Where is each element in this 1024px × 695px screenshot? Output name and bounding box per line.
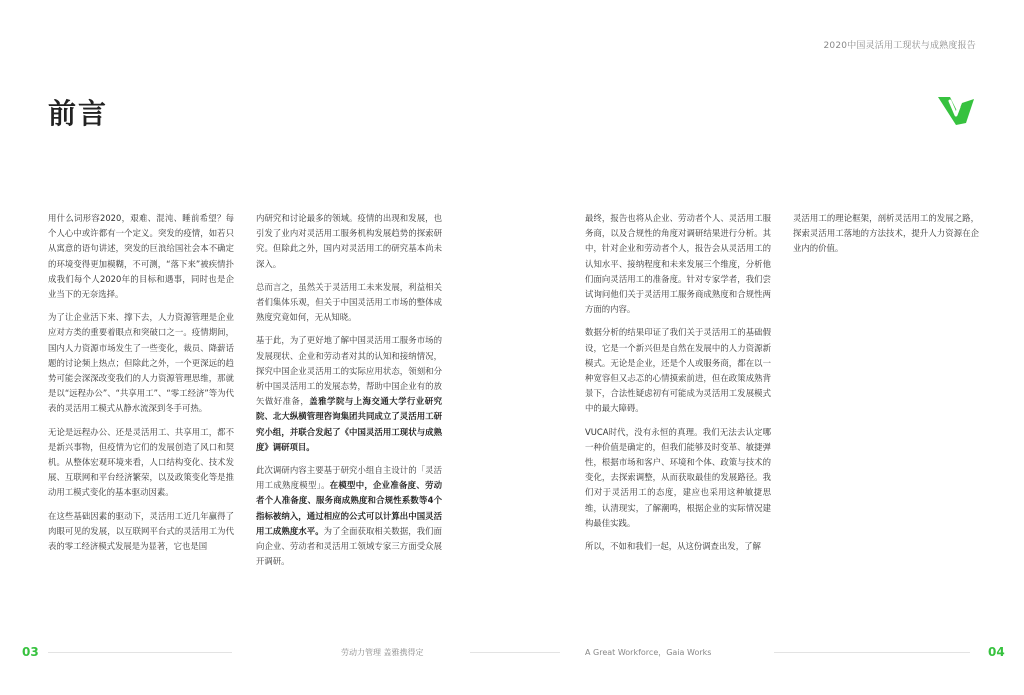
paragraph: 在这些基础因素的驱动下，灵活用工近几年赢得了肉眼可见的发展，以互联网平台式的灵活用工为代表的零工经济模式发展是为显著，它也是国: [48, 510, 234, 552]
text-column-1: [48, 211, 234, 562]
page-number-left: 03: [22, 645, 39, 659]
text-column-3: [585, 211, 771, 562]
brand-logo-icon: [936, 95, 976, 127]
footer-divider-middle: [470, 652, 560, 653]
paragraph: 内研究和讨论最多的领域。疫情的出现和发展，也引发了业内对灵活用工服务机构发展趋势的探索研究。但除此之外，国内对灵活用工的研究基本尚未深入。: [256, 213, 442, 269]
text-column-2: [256, 211, 442, 577]
paragraph: 总而言之，虽然关于灵活用工未来发展，利益相关者们集体乐观，但关于中国灵活用工市场的整体成熟度究竟如何，无从知晓。: [256, 281, 442, 323]
report-header-title: 2020中国灵活用工现状与成熟度报告: [823, 41, 976, 51]
paragraph: 最终，报告也将从企业、劳动者个人、灵活用工服务商，以及合规性的角度对调研结果进行分析。其中，针对企业和劳动者个人，报告会从灵活用工的认知水平、接纳程度和未来发展三个维度，分析他们面向灵活用工的准备度。针对专家学者，我们尝试询问他们关于灵活用工服务商成熟度和合规性两方面的内容。: [585, 213, 771, 315]
paragraph: 灵活用工的理论框架，剖析灵活用工的发展之路，探索灵活用工落地的方法技术，提升人力资源在企业内的价值。: [793, 213, 979, 254]
paragraph: 基于此，为了更好地了解中国灵活用工服务市场的发展现状、企业和劳动者对其的认知和接纳情况，探究中国企业灵活用工的实际应用状态，领刻和分析中国灵活用工的发展态势，帮助中国企业有的放矢做好准备，盖雅学院与上海交通大学行业研究院、北大纵横管理咨询集团共同成立了灵活用工研究小组，并联合发起了《中国灵活用工现状与成熟度》调研项目。: [256, 335, 443, 452]
paragraph: 数据分析的结果印证了我们关于灵活用工的基础假设，它是一个新兴但是自然在发展中的人力资源新模式。无论是企业，还是个人或服务商，都在以一种宽容但又忐忑的心情摸索前进，但在政策成熟背景下，合法性疑虑初有可能成为灵活用工发展模式中的最大障碍。: [585, 327, 771, 414]
paragraph: 为了让企业活下来、撑下去，人力资源管理是企业应对方类的重要着眼点和突破口之一。疫情期间，国内人力资源市场发生了一些变化，裁员、降薪话题的讨论频上热点；但除此之外，一个更深远的趋势可能会深深改变我们的人力资源管理思维，那就是以“远程办公”、“共享用工”、“零工经济”等为代表的灵活用工模式从静水流深到冬手可热。: [48, 312, 234, 414]
page-number-right: 04: [988, 645, 1005, 659]
footer-divider-right: [774, 652, 970, 653]
footer-divider-left: [48, 652, 232, 653]
paragraph: 用什么词形容2020，艰难、混沌、睡前希望？每个人心中或许都有一个定义。突发的疫情，如若只从寓意的语句讲述，突发的巨浪给国社会本不确定的环境变得更加模糊，不可测，“落下来”被疾情扑成我们每个人2020年的目标和遇事，同时也是企业当下的无奈选择。: [48, 213, 234, 300]
paragraph: 所以，不如和我们一起，从这份调查出发，了解: [585, 541, 761, 552]
footer-slogan: 劳动力管理 盖雅携得定: [341, 648, 424, 657]
paragraph: 此次调研内容主要基于研究小组自主设计的「灵活用工成熟度模型」。在模型中，企业准备度、劳动者个人准备度、服务商成熟度和合规性系数等4个指标被纳入，通过相应的公式可以计算出中国灵活用工成熟度水平。为了全面获取相关数据，我们面向企业、劳动者和灵活用工领域专家三方面受众展开调研。: [256, 465, 443, 567]
footer-tagline: A Great Workforce，Gaia Works: [585, 648, 712, 657]
page-title: 前言: [48, 97, 109, 130]
text-column-4: [793, 211, 979, 265]
paragraph: 无论是远程办公、还是灵活用工、共享用工，都不是新兴事物，但疫情为它们的发展创造了风口和契机。从整体宏观环境来看，人口结构变化、技术发展、互联网和平台经济繁荣，以及政策变化等是推动用工模式变化的基本驱动因素。: [48, 426, 234, 498]
paragraph: VUCA时代，没有永恒的真理。我们无法去认定哪一种价值是确定的，但我们能够及时变革、敏捷弹性，根据市场和客户、环境和个体、政策与技术的变化，去探索调整，从而获取最佳的发展路径。我们对于灵活用工的态度，建应也采用这种敏捷思维，认清现实，了解潮鸣，根据企业的实际情况建构最佳实践。: [585, 426, 771, 528]
